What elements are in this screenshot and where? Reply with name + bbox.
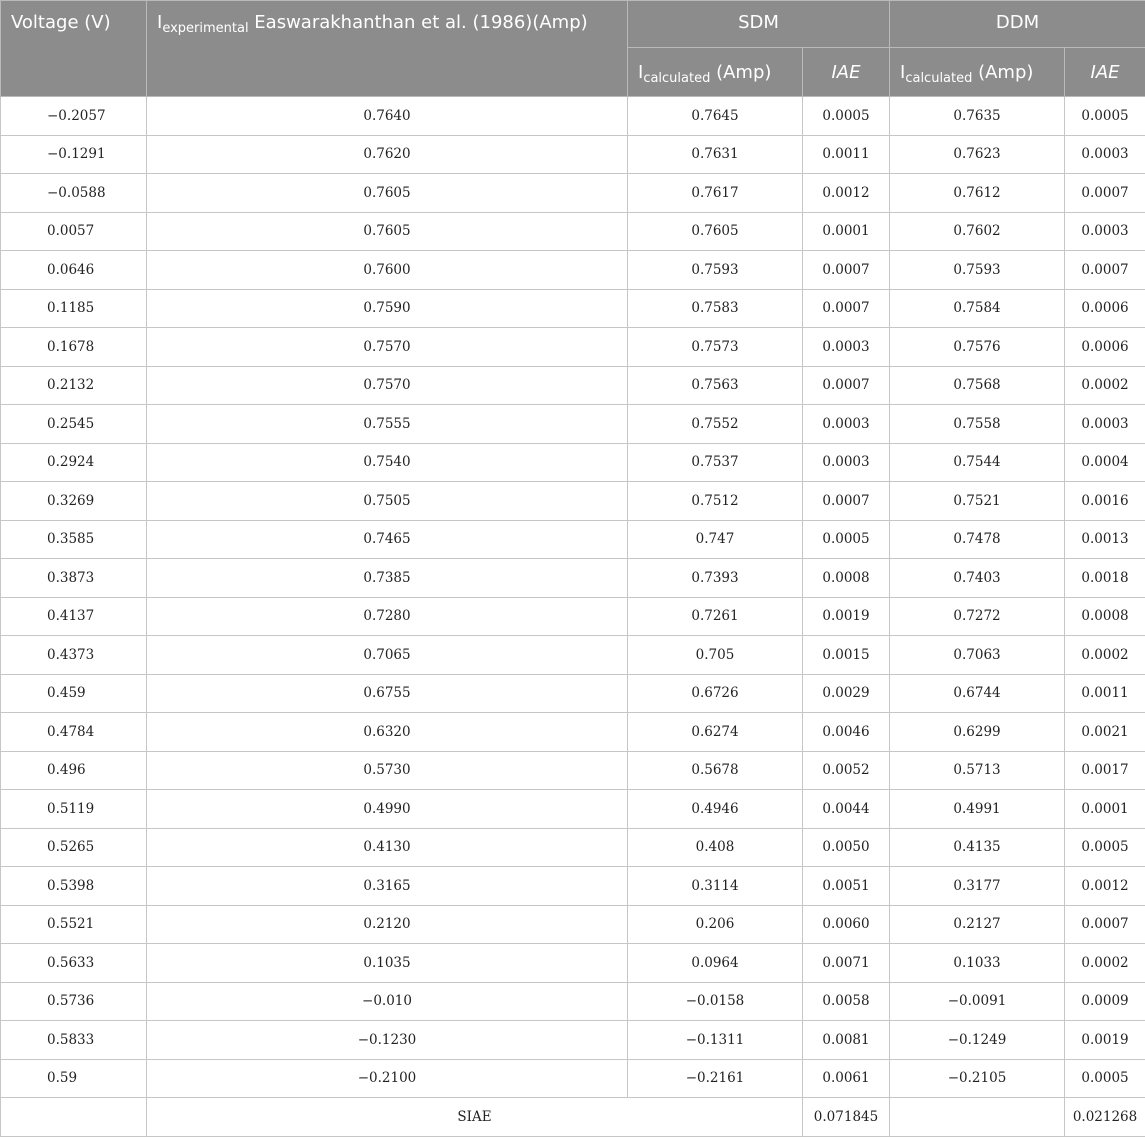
table-row xyxy=(1,674,1145,713)
experimental-current-cell: 0.7620 xyxy=(147,135,628,174)
sdm-calculated-cell: 0.7645 xyxy=(628,97,803,136)
table-row xyxy=(1,1059,1145,1098)
experimental-current-cell: 0.7640 xyxy=(147,97,628,136)
ddm-calculated-cell: 0.7623 xyxy=(890,135,1065,174)
experimental-current-cell: −0.1230 xyxy=(147,1021,628,1060)
sdm-iae-cell: 0.0050 xyxy=(803,828,890,867)
sdm-iae-cell: 0.0005 xyxy=(803,520,890,559)
ddm-iae-cell: 0.0003 xyxy=(1065,212,1145,251)
ddm-calculated-cell: 0.7602 xyxy=(890,212,1065,251)
voltage-cell: 0.2545 xyxy=(1,405,147,444)
ddm-calc-main: I xyxy=(900,62,905,83)
ddm-iae-cell: 0.0009 xyxy=(1065,982,1145,1021)
voltage-cell: 0.5119 xyxy=(1,790,147,829)
table-row xyxy=(1,289,1145,328)
ddm-calculated-cell: 0.7576 xyxy=(890,328,1065,367)
ddm-iae-cell: 0.0017 xyxy=(1065,751,1145,790)
exp-sub: experimental xyxy=(162,21,248,36)
sdm-calculated-cell: 0.7583 xyxy=(628,289,803,328)
sdm-iae-cell: 0.0007 xyxy=(803,251,890,290)
voltage-cell: 0.4373 xyxy=(1,636,147,675)
voltage-cell: 0.5833 xyxy=(1,1021,147,1060)
experimental-current-cell: 0.4130 xyxy=(147,828,628,867)
experimental-current-cell: 0.7555 xyxy=(147,405,628,444)
ddm-calculated-cell: 0.5713 xyxy=(890,751,1065,790)
experimental-current-cell: 0.7605 xyxy=(147,174,628,213)
sdm-calculated-cell: 0.7593 xyxy=(628,251,803,290)
sdm-iae-cell: 0.0003 xyxy=(803,328,890,367)
ddm-calculated-cell: 0.7635 xyxy=(890,97,1065,136)
ddm-calculated-cell: 0.6744 xyxy=(890,674,1065,713)
exp-main: I xyxy=(157,12,162,33)
ddm-calculated-cell: 0.7568 xyxy=(890,366,1065,405)
voltage-cell: 0.5736 xyxy=(1,982,147,1021)
table-row xyxy=(1,713,1145,752)
table-row xyxy=(1,982,1145,1021)
table-row xyxy=(1,520,1145,559)
sdm-iae-cell: 0.0008 xyxy=(803,559,890,598)
ddm-iae-cell: 0.0002 xyxy=(1065,944,1145,983)
sdm-header: SDM xyxy=(628,1,890,48)
sdm-calculated-cell: 0.0964 xyxy=(628,944,803,983)
sdm-iae-cell: 0.0019 xyxy=(803,597,890,636)
sdm-iae-header: IAE xyxy=(803,48,890,97)
experimental-current-cell: 0.7065 xyxy=(147,636,628,675)
sdm-calculated-cell: 0.206 xyxy=(628,905,803,944)
sdm-calc-rest: (Amp) xyxy=(710,62,771,83)
voltage-cell: 0.459 xyxy=(1,674,147,713)
experimental-current-cell: 0.7505 xyxy=(147,482,628,521)
voltage-cell: 0.0057 xyxy=(1,212,147,251)
table-row xyxy=(1,1021,1145,1060)
sdm-calculated-cell: 0.7552 xyxy=(628,405,803,444)
table-row xyxy=(1,212,1145,251)
table-row xyxy=(1,828,1145,867)
ddm-iae-cell: 0.0012 xyxy=(1065,867,1145,906)
experimental-current-cell: 0.7385 xyxy=(147,559,628,598)
sdm-calculated-cell: 0.5678 xyxy=(628,751,803,790)
voltage-cell: −0.2057 xyxy=(1,97,147,136)
ddm-calculated-cell: 0.7478 xyxy=(890,520,1065,559)
experimental-current-cell: −0.2100 xyxy=(147,1059,628,1098)
voltage-cell: 0.0646 xyxy=(1,251,147,290)
ddm-calculated-cell: 0.7063 xyxy=(890,636,1065,675)
sdm-iae-cell: 0.0071 xyxy=(803,944,890,983)
voltage-cell: 0.5265 xyxy=(1,828,147,867)
sdm-calculated-cell: 0.408 xyxy=(628,828,803,867)
table-row xyxy=(1,443,1145,482)
experimental-current-cell: 0.1035 xyxy=(147,944,628,983)
sdm-iae-cell: 0.0001 xyxy=(803,212,890,251)
voltage-cell: 0.2132 xyxy=(1,366,147,405)
sdm-iae-cell: 0.0003 xyxy=(803,405,890,444)
sdm-iae-cell: 0.0060 xyxy=(803,905,890,944)
experimental-current-cell: 0.2120 xyxy=(147,905,628,944)
experimental-current-cell: 0.6320 xyxy=(147,713,628,752)
table-row xyxy=(1,97,1145,136)
sdm-calculated-cell: −0.1311 xyxy=(628,1021,803,1060)
ddm-calculated-cell: 0.7272 xyxy=(890,597,1065,636)
experimental-current-cell: 0.7280 xyxy=(147,597,628,636)
table-row xyxy=(1,790,1145,829)
ddm-calculated-cell: 0.7584 xyxy=(890,289,1065,328)
sdm-iae-cell: 0.0015 xyxy=(803,636,890,675)
voltage-cell: 0.5521 xyxy=(1,905,147,944)
ddm-calculated-cell: 0.7558 xyxy=(890,405,1065,444)
experimental-current-cell: 0.3165 xyxy=(147,867,628,906)
table-row xyxy=(1,905,1145,944)
ddm-iae-cell: 0.0004 xyxy=(1065,443,1145,482)
voltage-cell: 0.59 xyxy=(1,1059,147,1098)
sdm-calculated-cell: 0.7537 xyxy=(628,443,803,482)
sdm-calculated-cell: 0.7512 xyxy=(628,482,803,521)
siae-empty-cell xyxy=(1,1098,147,1137)
ddm-calculated-cell: 0.7521 xyxy=(890,482,1065,521)
exp-rest: Easwarakhanthan et al. (1986)(Amp) xyxy=(249,12,588,33)
siae-empty-cell xyxy=(890,1098,1065,1137)
sdm-calculated-cell: 0.7573 xyxy=(628,328,803,367)
sdm-calculated-cell: 0.7261 xyxy=(628,597,803,636)
ddm-iae-cell: 0.0013 xyxy=(1065,520,1145,559)
ddm-iae-cell: 0.0001 xyxy=(1065,790,1145,829)
ddm-iae-cell: 0.0007 xyxy=(1065,251,1145,290)
table-row xyxy=(1,636,1145,675)
ddm-calculated-cell: 0.4991 xyxy=(890,790,1065,829)
ddm-calc-sub: calculated xyxy=(905,71,972,86)
sdm-iae-cell: 0.0061 xyxy=(803,1059,890,1098)
table-row xyxy=(1,597,1145,636)
voltage-cell: 0.5398 xyxy=(1,867,147,906)
table-row xyxy=(1,482,1145,521)
sdm-iae-cell: 0.0007 xyxy=(803,366,890,405)
ddm-calculated-header xyxy=(890,48,1065,97)
voltage-cell: 0.3585 xyxy=(1,520,147,559)
sdm-calculated-cell: −0.2161 xyxy=(628,1059,803,1098)
table-row xyxy=(1,751,1145,790)
sdm-iae-cell: 0.0046 xyxy=(803,713,890,752)
table-row xyxy=(1,867,1145,906)
ddm-iae-cell: 0.0021 xyxy=(1065,713,1145,752)
sdm-iae-cell: 0.0058 xyxy=(803,982,890,1021)
sdm-calculated-cell: 0.7631 xyxy=(628,135,803,174)
sdm-iae-cell: 0.0011 xyxy=(803,135,890,174)
sdm-iae-cell: 0.0007 xyxy=(803,289,890,328)
ddm-calculated-cell: 0.1033 xyxy=(890,944,1065,983)
sdm-calculated-cell: 0.6726 xyxy=(628,674,803,713)
ddm-iae-cell: 0.0006 xyxy=(1065,328,1145,367)
sdm-calculated-cell: 0.7563 xyxy=(628,366,803,405)
table-row xyxy=(1,251,1145,290)
ddm-calc-rest: (Amp) xyxy=(972,62,1033,83)
sdm-iae-cell: 0.0029 xyxy=(803,674,890,713)
sdm-iae-cell: 0.0012 xyxy=(803,174,890,213)
sdm-iae-cell: 0.0005 xyxy=(803,97,890,136)
sdm-iae-cell: 0.0007 xyxy=(803,482,890,521)
siae-sdm-value: 0.071845 xyxy=(803,1098,890,1137)
experimental-current-cell: 0.6755 xyxy=(147,674,628,713)
voltage-header: Voltage (V) xyxy=(1,1,147,97)
ddm-iae-cell: 0.0005 xyxy=(1065,828,1145,867)
experimental-current-header xyxy=(147,1,628,97)
ddm-iae-cell: 0.0016 xyxy=(1065,482,1145,521)
ddm-calculated-cell: 0.7403 xyxy=(890,559,1065,598)
sdm-calculated-cell: 0.747 xyxy=(628,520,803,559)
ddm-iae-cell: 0.0019 xyxy=(1065,1021,1145,1060)
sdm-calculated-cell: 0.7617 xyxy=(628,174,803,213)
ddm-calculated-cell: 0.6299 xyxy=(890,713,1065,752)
sdm-iae-cell: 0.0081 xyxy=(803,1021,890,1060)
table-row xyxy=(1,366,1145,405)
ddm-calculated-cell: −0.1249 xyxy=(890,1021,1065,1060)
sdm-iae-cell: 0.0044 xyxy=(803,790,890,829)
experimental-current-cell: 0.7570 xyxy=(147,328,628,367)
voltage-cell: 0.3269 xyxy=(1,482,147,521)
experimental-current-cell: 0.5730 xyxy=(147,751,628,790)
sdm-calculated-cell: 0.4946 xyxy=(628,790,803,829)
experimental-current-cell: 0.7600 xyxy=(147,251,628,290)
ddm-iae-cell: 0.0011 xyxy=(1065,674,1145,713)
sdm-iae-cell: 0.0003 xyxy=(803,443,890,482)
voltage-cell: 0.1678 xyxy=(1,328,147,367)
table-row xyxy=(1,135,1145,174)
ddm-iae-cell: 0.0005 xyxy=(1065,97,1145,136)
ddm-iae-cell: 0.0006 xyxy=(1065,289,1145,328)
sdm-calculated-cell: 0.7393 xyxy=(628,559,803,598)
sdm-calculated-cell: −0.0158 xyxy=(628,982,803,1021)
experimental-current-cell: 0.7570 xyxy=(147,366,628,405)
voltage-cell: 0.3873 xyxy=(1,559,147,598)
ddm-calculated-cell: −0.0091 xyxy=(890,982,1065,1021)
experimental-current-cell: 0.4990 xyxy=(147,790,628,829)
experimental-current-cell: −0.010 xyxy=(147,982,628,1021)
voltage-cell: 0.5633 xyxy=(1,944,147,983)
experimental-current-cell: 0.7605 xyxy=(147,212,628,251)
ddm-calculated-cell: 0.7612 xyxy=(890,174,1065,213)
sdm-calculated-cell: 0.3114 xyxy=(628,867,803,906)
voltage-cell: −0.0588 xyxy=(1,174,147,213)
table-row xyxy=(1,174,1145,213)
sdm-calculated-header xyxy=(628,48,803,97)
ddm-calculated-cell: 0.3177 xyxy=(890,867,1065,906)
voltage-cell: −0.1291 xyxy=(1,135,147,174)
ddm-calculated-cell: 0.7593 xyxy=(890,251,1065,290)
sdm-calc-main: I xyxy=(638,62,643,83)
ddm-calculated-cell: −0.2105 xyxy=(890,1059,1065,1098)
experimental-current-cell: 0.7590 xyxy=(147,289,628,328)
ddm-iae-cell: 0.0018 xyxy=(1065,559,1145,598)
ddm-iae-header: IAE xyxy=(1065,48,1145,97)
ddm-iae-cell: 0.0008 xyxy=(1065,597,1145,636)
siae-label: SIAE xyxy=(147,1098,803,1137)
sdm-iae-cell: 0.0052 xyxy=(803,751,890,790)
ddm-calculated-cell: 0.4135 xyxy=(890,828,1065,867)
sdm-iae-cell: 0.0051 xyxy=(803,867,890,906)
voltage-cell: 0.496 xyxy=(1,751,147,790)
voltage-cell: 0.1185 xyxy=(1,289,147,328)
siae-row xyxy=(1,1098,1145,1137)
ddm-iae-cell: 0.0003 xyxy=(1065,135,1145,174)
ddm-iae-cell: 0.0005 xyxy=(1065,1059,1145,1098)
experimental-current-cell: 0.7465 xyxy=(147,520,628,559)
table-body xyxy=(1,97,1145,1137)
voltage-cell: 0.4137 xyxy=(1,597,147,636)
table-row xyxy=(1,328,1145,367)
sdm-calculated-cell: 0.705 xyxy=(628,636,803,675)
table-header xyxy=(1,1,1145,97)
ddm-header: DDM xyxy=(890,1,1145,48)
ddm-iae-cell: 0.0003 xyxy=(1065,405,1145,444)
siae-ddm-value: 0.021268 xyxy=(1065,1098,1145,1137)
ddm-calculated-cell: 0.7544 xyxy=(890,443,1065,482)
table-row xyxy=(1,405,1145,444)
ddm-calculated-cell: 0.2127 xyxy=(890,905,1065,944)
ddm-iae-cell: 0.0007 xyxy=(1065,905,1145,944)
voltage-cell: 0.2924 xyxy=(1,443,147,482)
experimental-current-cell: 0.7540 xyxy=(147,443,628,482)
sdm-calc-sub: calculated xyxy=(643,71,710,86)
sdm-calculated-cell: 0.6274 xyxy=(628,713,803,752)
voltage-cell: 0.4784 xyxy=(1,713,147,752)
ddm-iae-cell: 0.0002 xyxy=(1065,366,1145,405)
table-row xyxy=(1,559,1145,598)
sdm-calculated-cell: 0.7605 xyxy=(628,212,803,251)
table-row xyxy=(1,944,1145,983)
ddm-iae-cell: 0.0002 xyxy=(1065,636,1145,675)
ddm-iae-cell: 0.0007 xyxy=(1065,174,1145,213)
